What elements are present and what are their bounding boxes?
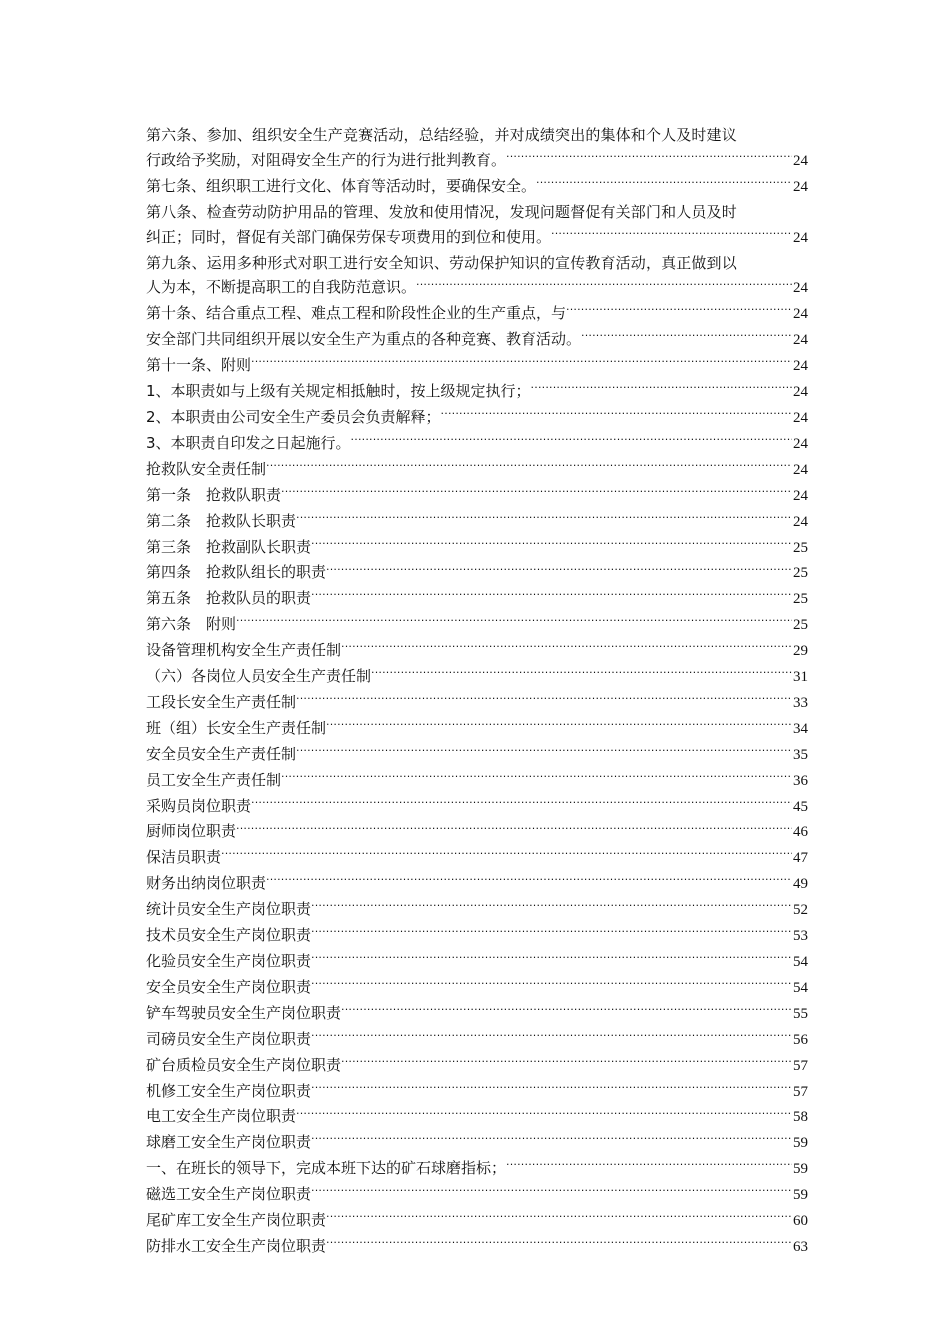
toc-entry[interactable]	[146, 379, 808, 405]
toc-page-number: 24	[793, 461, 808, 478]
toc-page-number: 34	[793, 720, 808, 737]
dot-leader	[311, 588, 792, 603]
toc-page-number: 45	[793, 798, 808, 815]
dot-leader	[581, 329, 792, 344]
dot-leader	[236, 614, 792, 629]
dot-leader	[326, 1236, 792, 1251]
dot-leader	[551, 227, 792, 242]
toc-page-number: 59	[793, 1187, 808, 1204]
toc-entry-text: 一、在班长的领导下，完成本班下达的矿石球磨指标；	[146, 1159, 507, 1178]
toc-entry[interactable]	[146, 871, 808, 897]
toc-entry[interactable]	[146, 1130, 808, 1156]
toc-entry-text: 技术员安全生产岗位职责	[146, 926, 312, 945]
dot-leader	[341, 1055, 792, 1070]
dot-leader	[266, 459, 792, 474]
toc-entry-text: 班（组）长安全生产责任制	[146, 718, 327, 737]
toc-entry-text: 抢救队安全责任制	[146, 459, 267, 478]
toc-entry-text: 化验员安全生产岗位职责	[146, 952, 312, 970]
dot-leader	[341, 640, 792, 655]
toc-entry-text: 第四条 抢救队组长的职责	[146, 563, 327, 582]
dot-leader	[311, 925, 792, 940]
toc-page-number: 49	[793, 876, 808, 893]
toc-page-number: 24	[793, 332, 808, 349]
toc-entry[interactable]	[146, 794, 808, 820]
toc-page-number: 47	[793, 850, 808, 867]
toc-page-number: 24	[793, 384, 808, 401]
toc-page-number: 24	[793, 409, 808, 426]
toc-entry-text: 第一条 抢救队职责	[146, 485, 282, 504]
dot-leader	[311, 1029, 792, 1044]
dot-leader	[236, 821, 792, 836]
toc-page-number: 24	[793, 280, 808, 297]
toc-page-number: 52	[793, 902, 808, 919]
dot-leader	[221, 847, 792, 862]
toc-entry-text: 安全员安全生产责任制	[146, 744, 297, 763]
toc-entry-text: 矿台质检员安全生产岗位职责	[146, 1055, 342, 1074]
toc-page-number: 56	[793, 1031, 808, 1048]
toc-entry-text: 机修工安全生产岗位职责	[146, 1081, 312, 1100]
dot-leader	[311, 977, 792, 992]
toc-entry-text: 电工安全生产岗位职责	[146, 1107, 297, 1126]
toc-page-number: 57	[793, 1057, 808, 1074]
dot-leader	[311, 1081, 792, 1096]
toc-entry-text-line1: 第六条、参加、组织安全生产竞赛活动，总结经验，并对成绩突出的集体和个人及时建议	[146, 126, 737, 144]
toc-entry-text: 第六条 附则	[146, 615, 237, 634]
toc-page-number: 24	[793, 435, 808, 452]
toc-entry-text: 第七条、组织职工进行文化、体育等活动时，要确保安全。	[146, 176, 537, 195]
toc-entry[interactable]	[146, 1156, 808, 1182]
toc-page-number: 63	[793, 1238, 808, 1255]
toc-page-number: 24	[793, 358, 808, 375]
toc-entry[interactable]	[146, 301, 808, 327]
toc-page-number: 35	[793, 746, 808, 763]
dot-leader	[416, 277, 792, 292]
toc-entry[interactable]	[146, 251, 808, 302]
toc-entry[interactable]	[146, 483, 808, 509]
toc-entry[interactable]	[146, 431, 808, 457]
toc-entry-text: 防排水工安全生产岗位职责	[146, 1236, 327, 1255]
dot-leader	[296, 692, 792, 707]
toc-page-number: 59	[793, 1161, 808, 1178]
toc-entry-text-line1: 第九条、运用多种形式对职工进行安全知识、劳动保护知识的宣传教育活动，真正做到以	[146, 253, 737, 272]
dot-leader	[296, 511, 792, 526]
toc-page-number: 24	[793, 178, 808, 195]
toc-page-number: 46	[793, 824, 808, 841]
toc-page-number: 55	[793, 1005, 808, 1022]
dot-leader	[311, 1132, 792, 1147]
toc-entry[interactable]	[146, 457, 808, 483]
dot-leader	[351, 433, 792, 448]
toc-page-number: 54	[793, 954, 808, 970]
dot-leader	[441, 407, 792, 422]
toc-entry[interactable]	[146, 327, 808, 353]
dot-leader	[326, 562, 792, 577]
toc-entry-text: 3、本职责自印发之日起施行。	[146, 433, 351, 452]
toc-entry-text: 统计员安全生产岗位职责	[146, 900, 312, 919]
toc-page-number: 24	[793, 152, 808, 169]
toc-page-number: 24	[793, 513, 808, 530]
toc-entry[interactable]	[146, 1182, 808, 1208]
dot-leader	[251, 355, 792, 370]
dot-leader	[531, 381, 792, 396]
dot-leader	[371, 666, 792, 681]
toc-entry[interactable]	[146, 353, 808, 379]
dot-leader	[326, 718, 792, 733]
toc-page-number: 54	[793, 979, 808, 996]
toc-entry[interactable]	[146, 768, 808, 794]
toc-entry-text: 第五条 抢救队员的职责	[146, 589, 312, 608]
toc-entry-text: 厨师岗位职责	[146, 822, 237, 841]
toc-entry[interactable]	[146, 638, 808, 664]
toc-entry-text: 1、本职责如与上级有关规定相抵触时，按上级规定执行；	[146, 382, 531, 401]
toc-page-number: 24	[793, 306, 808, 323]
toc-entry-text: 安全部门共同组织开展以安全生产为重点的各种竞赛、教育活动。	[146, 330, 582, 349]
dot-leader	[341, 1003, 792, 1018]
toc-entry-text: 球磨工安全生产岗位职责	[146, 1133, 312, 1152]
toc-page-number: 60	[793, 1213, 808, 1230]
toc-entry[interactable]	[146, 535, 808, 561]
toc-page-number: 36	[793, 772, 808, 789]
toc-page-number: 25	[793, 591, 808, 608]
dot-leader	[311, 899, 792, 914]
toc-entry-text: 安全员安全生产岗位职责	[146, 977, 312, 996]
toc-page-number: 59	[793, 1135, 808, 1152]
toc-entry-text: 保洁员职责	[146, 848, 222, 867]
toc-entry[interactable]	[146, 123, 808, 174]
toc-entry[interactable]	[146, 1208, 808, 1234]
toc-entry-text: 纠正；同时，督促有关部门确保劳保专项费用的到位和使用。	[146, 227, 552, 246]
toc-page-number: 33	[793, 694, 808, 711]
toc-page-number: 24	[793, 229, 808, 246]
toc-entry-text-line1: 第八条、检查劳动防护用品的管理、发放和使用情况，发现问题督促有关部门和人员及时	[146, 202, 737, 221]
toc-entry[interactable]	[146, 1079, 808, 1105]
toc-entry[interactable]	[146, 200, 808, 251]
dot-leader	[251, 796, 792, 811]
dot-leader	[281, 770, 792, 785]
toc-entry-text: 财务出纳岗位职责	[146, 874, 267, 893]
dot-leader	[566, 303, 792, 318]
toc-entry[interactable]	[146, 949, 808, 975]
toc-entry-text: 第十一条、附则	[146, 356, 252, 375]
dot-leader	[311, 951, 792, 966]
toc-entry-text: 第三条 抢救副队长职责	[146, 537, 312, 556]
toc-page-number: 25	[793, 617, 808, 634]
toc-entry-text: 司磅员安全生产岗位职责	[146, 1029, 312, 1048]
toc-entry[interactable]	[146, 716, 808, 742]
toc-entry[interactable]	[146, 586, 808, 612]
toc-entry[interactable]	[146, 612, 808, 638]
toc-entry[interactable]	[146, 560, 808, 586]
dot-leader	[311, 537, 792, 552]
toc-page-number: 53	[793, 928, 808, 945]
toc-page-number: 29	[793, 643, 808, 660]
toc-entry[interactable]	[146, 509, 808, 535]
toc-entry-text: 工段长安全生产责任制	[146, 692, 297, 711]
toc-entry-text: 铲车驾驶员安全生产岗位职责	[146, 1003, 342, 1022]
toc-entry[interactable]	[146, 1027, 808, 1053]
toc-entry-text: （六）各岗位人员安全生产责任制	[146, 667, 372, 686]
toc-page-number: 24	[793, 487, 808, 504]
toc-entry-text: 员工安全生产责任制	[146, 770, 282, 789]
toc-entry[interactable]	[146, 923, 808, 949]
toc-entry[interactable]	[146, 819, 808, 845]
toc-page-number: 58	[793, 1109, 808, 1126]
toc-entry[interactable]	[146, 174, 808, 200]
toc-entry-text: 第十条、结合重点工程、难点工程和阶段性企业的生产重点，与	[146, 304, 567, 323]
toc-entry-text: 人为本，不断提高职工的自我防范意识。	[146, 278, 417, 297]
toc-page-number: 57	[793, 1083, 808, 1100]
toc-entry[interactable]	[146, 1104, 808, 1130]
dot-leader	[536, 176, 792, 191]
toc-entry-text: 设备管理机构安全生产责任制	[146, 641, 342, 660]
dot-leader	[311, 1184, 792, 1199]
toc-entry[interactable]	[146, 845, 808, 871]
dot-leader	[326, 1210, 792, 1225]
toc-entry[interactable]	[146, 690, 808, 716]
toc-entry[interactable]	[146, 664, 808, 690]
dot-leader	[296, 1106, 792, 1121]
toc-entry-text: 磁选工安全生产岗位职责	[146, 1185, 312, 1204]
dot-leader	[266, 873, 792, 888]
toc-entry-text: 2、本职责由公司安全生产委员会负责解释；	[146, 407, 441, 426]
dot-leader	[506, 1158, 792, 1173]
toc-entry-text: 行政给予奖励，对阻碍安全生产的行为进行批判教育。	[146, 150, 507, 169]
toc-entry-text: 尾矿库工安全生产岗位职责	[146, 1211, 327, 1230]
table-of-contents	[146, 123, 808, 1260]
toc-entry[interactable]	[146, 405, 808, 431]
toc-page-number: 25	[793, 565, 808, 582]
toc-entry[interactable]	[146, 897, 808, 923]
toc-page-number: 25	[793, 539, 808, 556]
dot-leader	[281, 485, 792, 500]
toc-entry-text: 采购员岗位职责	[146, 796, 252, 815]
toc-entry[interactable]	[146, 975, 808, 1001]
toc-entry[interactable]	[146, 742, 808, 768]
toc-entry-text: 第二条 抢救队长职责	[146, 511, 297, 530]
toc-entry[interactable]	[146, 1001, 808, 1027]
toc-page-number: 31	[793, 669, 808, 686]
dot-leader	[296, 744, 792, 759]
toc-entry[interactable]	[146, 1234, 808, 1260]
toc-entry[interactable]	[146, 1053, 808, 1079]
dot-leader	[506, 150, 792, 165]
